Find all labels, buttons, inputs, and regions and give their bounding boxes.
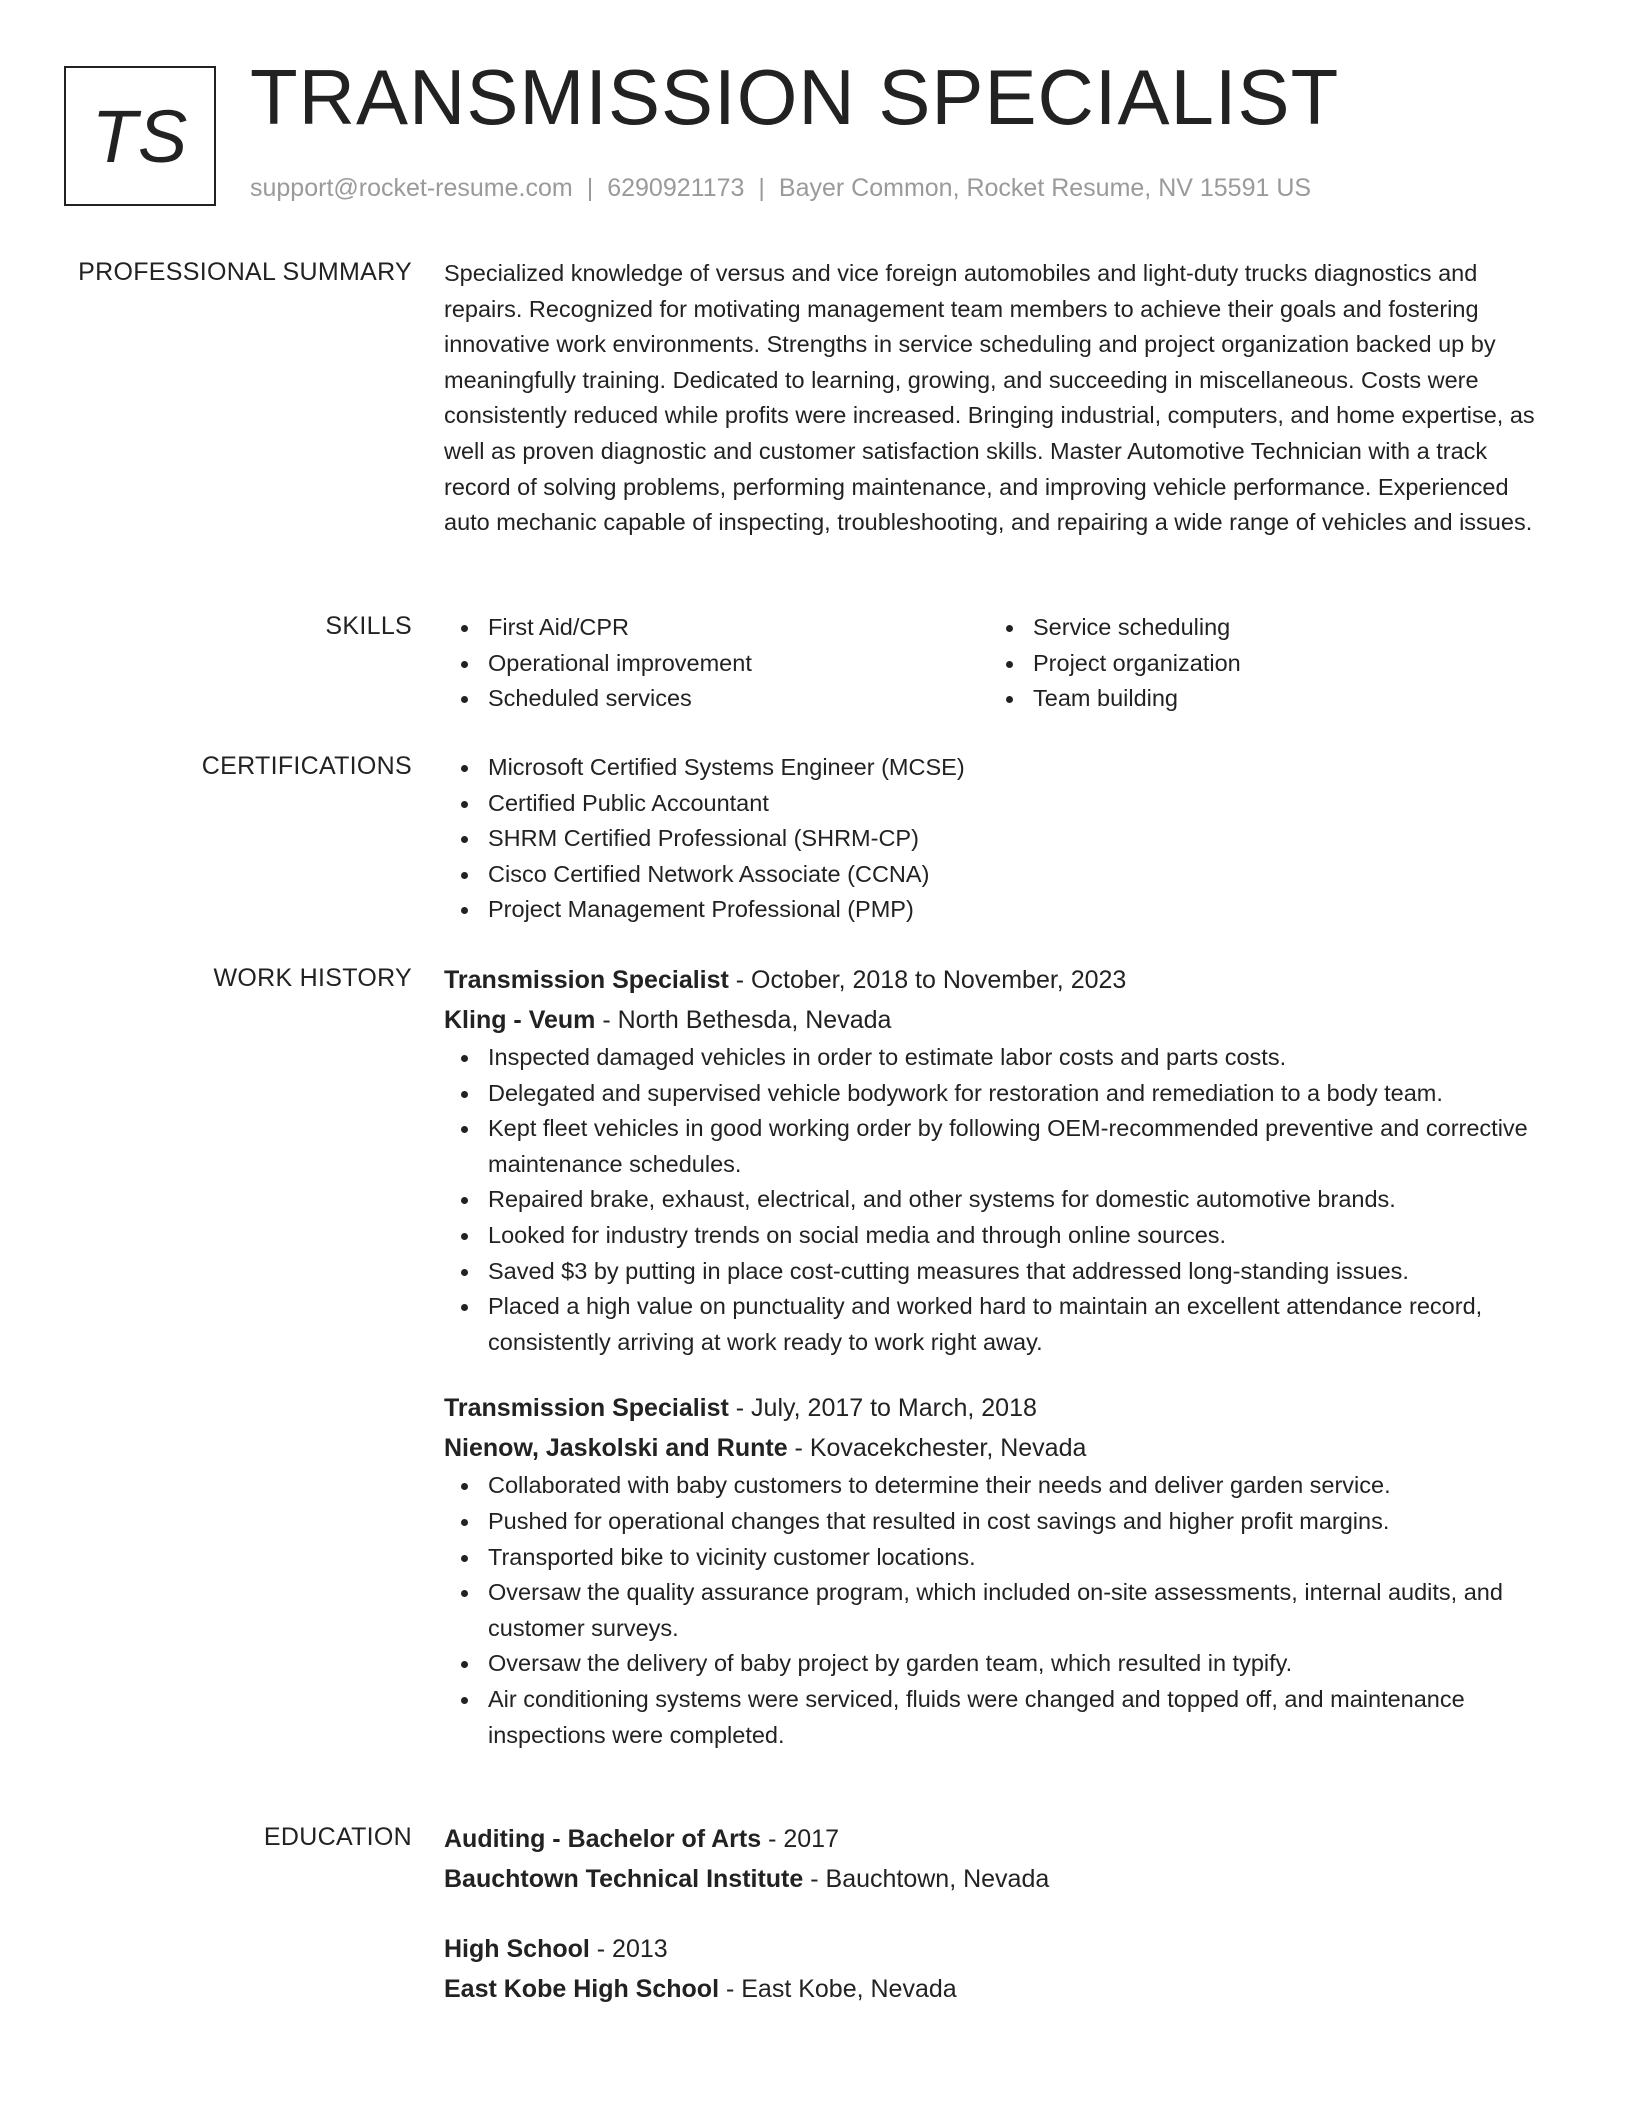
job-duty: Transported bike to vicinity customer locations.: [444, 1540, 1554, 1576]
education-body: [444, 1819, 1554, 2009]
job-dates: - October, 2018 to November, 2023: [728, 966, 1127, 994]
job-duty: Oversaw the quality assurance program, which included on-site assessments, internal audits, and customer surveys.: [444, 1575, 1554, 1646]
skill-item: Team building: [989, 681, 1534, 717]
certification-item: Project Management Professional (PMP): [444, 892, 1554, 928]
job-location: - Kovacekchester, Nevada: [787, 1434, 1087, 1463]
job-title: Transmission Specialist: [444, 966, 729, 994]
summary-heading: PROFESSIONAL SUMMARY: [78, 258, 412, 286]
job-duty: Looked for industry trends on social media and through online sources.: [444, 1218, 1554, 1254]
job-entry: [444, 1388, 1554, 1753]
education-school-line: [444, 1859, 1554, 1899]
skill-item: Operational improvement: [444, 646, 989, 682]
job-duty: Pushed for operational changes that resulted in cost savings and higher profit margins.: [444, 1504, 1554, 1540]
job-duty: Placed a high value on punctuality and worked hard to maintain an excellent attendance record, consistently arriving at work ready to work right away.: [444, 1289, 1554, 1360]
skill-item: Scheduled services: [444, 681, 989, 717]
job-duty: Repaired brake, exhaust, electrical, and other systems for domestic automotive brands.: [444, 1182, 1554, 1218]
contact-email: support@rocket-resume.com: [250, 174, 573, 202]
contact-separator: |: [586, 174, 594, 202]
certification-item: SHRM Certified Professional (SHRM-CP): [444, 821, 1554, 857]
job-title: Transmission Specialist: [444, 1394, 729, 1423]
job-duty: Kept fleet vehicles in good working order by following OEM-recommended preventive and corrective maintenance schedules.: [444, 1111, 1554, 1182]
summary-text: Specialized knowledge of versus and vice foreign automobiles and light-duty trucks diagnostics and repairs. Recognized for motivating management team members to achieve their goals and fostering innovative work environments. Strengths in service scheduling and project organization backed up by meaningfully training. Dedicated to learning, growing, and succeeding in miscellaneous. Costs were consistently reduced while profits were increased. Bringing industrial, computers, and home expertise, as well as proven diagnostic and customer satisfaction skills. Master Automotive Technician with a track record of solving problems, performing maintenance, and improving vehicle performance. Experienced auto mechanic capable of inspecting, troubleshooting, and repairing a wide range of vehicles and issues.: [444, 260, 1535, 536]
skills-column-1: [444, 610, 989, 717]
skill-item: Project organization: [989, 646, 1534, 682]
certifications-list: [444, 750, 1554, 928]
education-entry: [444, 1929, 1554, 2009]
job-title-line: [444, 960, 1554, 1000]
contact-address: Bayer Common, Rocket Resume, NV 15591 US: [778, 174, 1312, 202]
education-school: Bauchtown Technical Institute: [444, 1865, 804, 1893]
skill-item: Service scheduling: [989, 610, 1534, 646]
certifications-body: [444, 750, 1554, 928]
education-school-line: [444, 1969, 1554, 2009]
job-company-line: [444, 1000, 1554, 1040]
job-duty: Saved $3 by putting in place cost-cutting measures that addressed long-standing issues.: [444, 1254, 1554, 1290]
education-location: - Bauchtown, Nevada: [803, 1865, 1050, 1893]
contact-separator: |: [758, 174, 765, 202]
work-history-body: [444, 960, 1554, 1753]
contact-line: [250, 174, 1311, 203]
job-duty: Delegated and supervised vehicle bodywork for restoration and remediation to a body team.: [444, 1076, 1554, 1112]
job-company: Kling - Veum: [444, 1006, 596, 1034]
education-school: East Kobe High School: [444, 1975, 720, 2003]
education-degree: High School: [444, 1935, 590, 1963]
job-duties-list: [444, 1468, 1554, 1753]
job-title-line: [444, 1388, 1554, 1428]
skills-heading: SKILLS: [325, 612, 412, 640]
skill-item: First Aid/CPR: [444, 610, 989, 646]
candidate-title: TRANSMISSION SPECIALIST: [250, 53, 1340, 141]
contact-phone: 6290921173: [607, 174, 745, 202]
job-duty: Air conditioning systems were serviced, fluids were changed and topped off, and maintenance inspections were completed.: [444, 1682, 1554, 1753]
job-duty: Inspected damaged vehicles in order to estimate labor costs and parts costs.: [444, 1040, 1554, 1076]
job-duties-list: [444, 1040, 1554, 1360]
education-degree-line: [444, 1819, 1554, 1859]
education-year: - 2013: [589, 1935, 668, 1963]
education-heading: EDUCATION: [263, 1823, 412, 1851]
job-company: Nienow, Jaskolski and Runte: [444, 1434, 788, 1463]
monogram-badge: TS: [64, 66, 216, 206]
certification-item: Cisco Certified Network Associate (CCNA): [444, 857, 1554, 893]
education-location: - East Kobe, Nevada: [719, 1975, 957, 2003]
certification-item: Certified Public Accountant: [444, 786, 1554, 822]
education-degree-line: [444, 1929, 1554, 1969]
job-location: - North Bethesda, Nevada: [595, 1006, 892, 1034]
job-entry: [444, 960, 1554, 1360]
education-year: - 2017: [761, 1825, 839, 1853]
skills-grid: [444, 610, 1554, 717]
certifications-heading: CERTIFICATIONS: [201, 752, 412, 780]
skills-body: [444, 610, 1554, 717]
job-duty: Oversaw the delivery of baby project by garden team, which resulted in typify.: [444, 1646, 1554, 1682]
education-entry: [444, 1819, 1554, 1899]
education-degree: Auditing - Bachelor of Arts: [444, 1825, 762, 1853]
skills-column-2: [989, 610, 1534, 717]
work-history-heading: WORK HISTORY: [213, 964, 412, 992]
job-company-line: [444, 1428, 1554, 1468]
job-duty: Collaborated with baby customers to determine their needs and deliver garden service.: [444, 1468, 1554, 1504]
certification-item: Microsoft Certified Systems Engineer (MCSE): [444, 750, 1554, 786]
job-dates: - July, 2017 to March, 2018: [728, 1394, 1037, 1423]
